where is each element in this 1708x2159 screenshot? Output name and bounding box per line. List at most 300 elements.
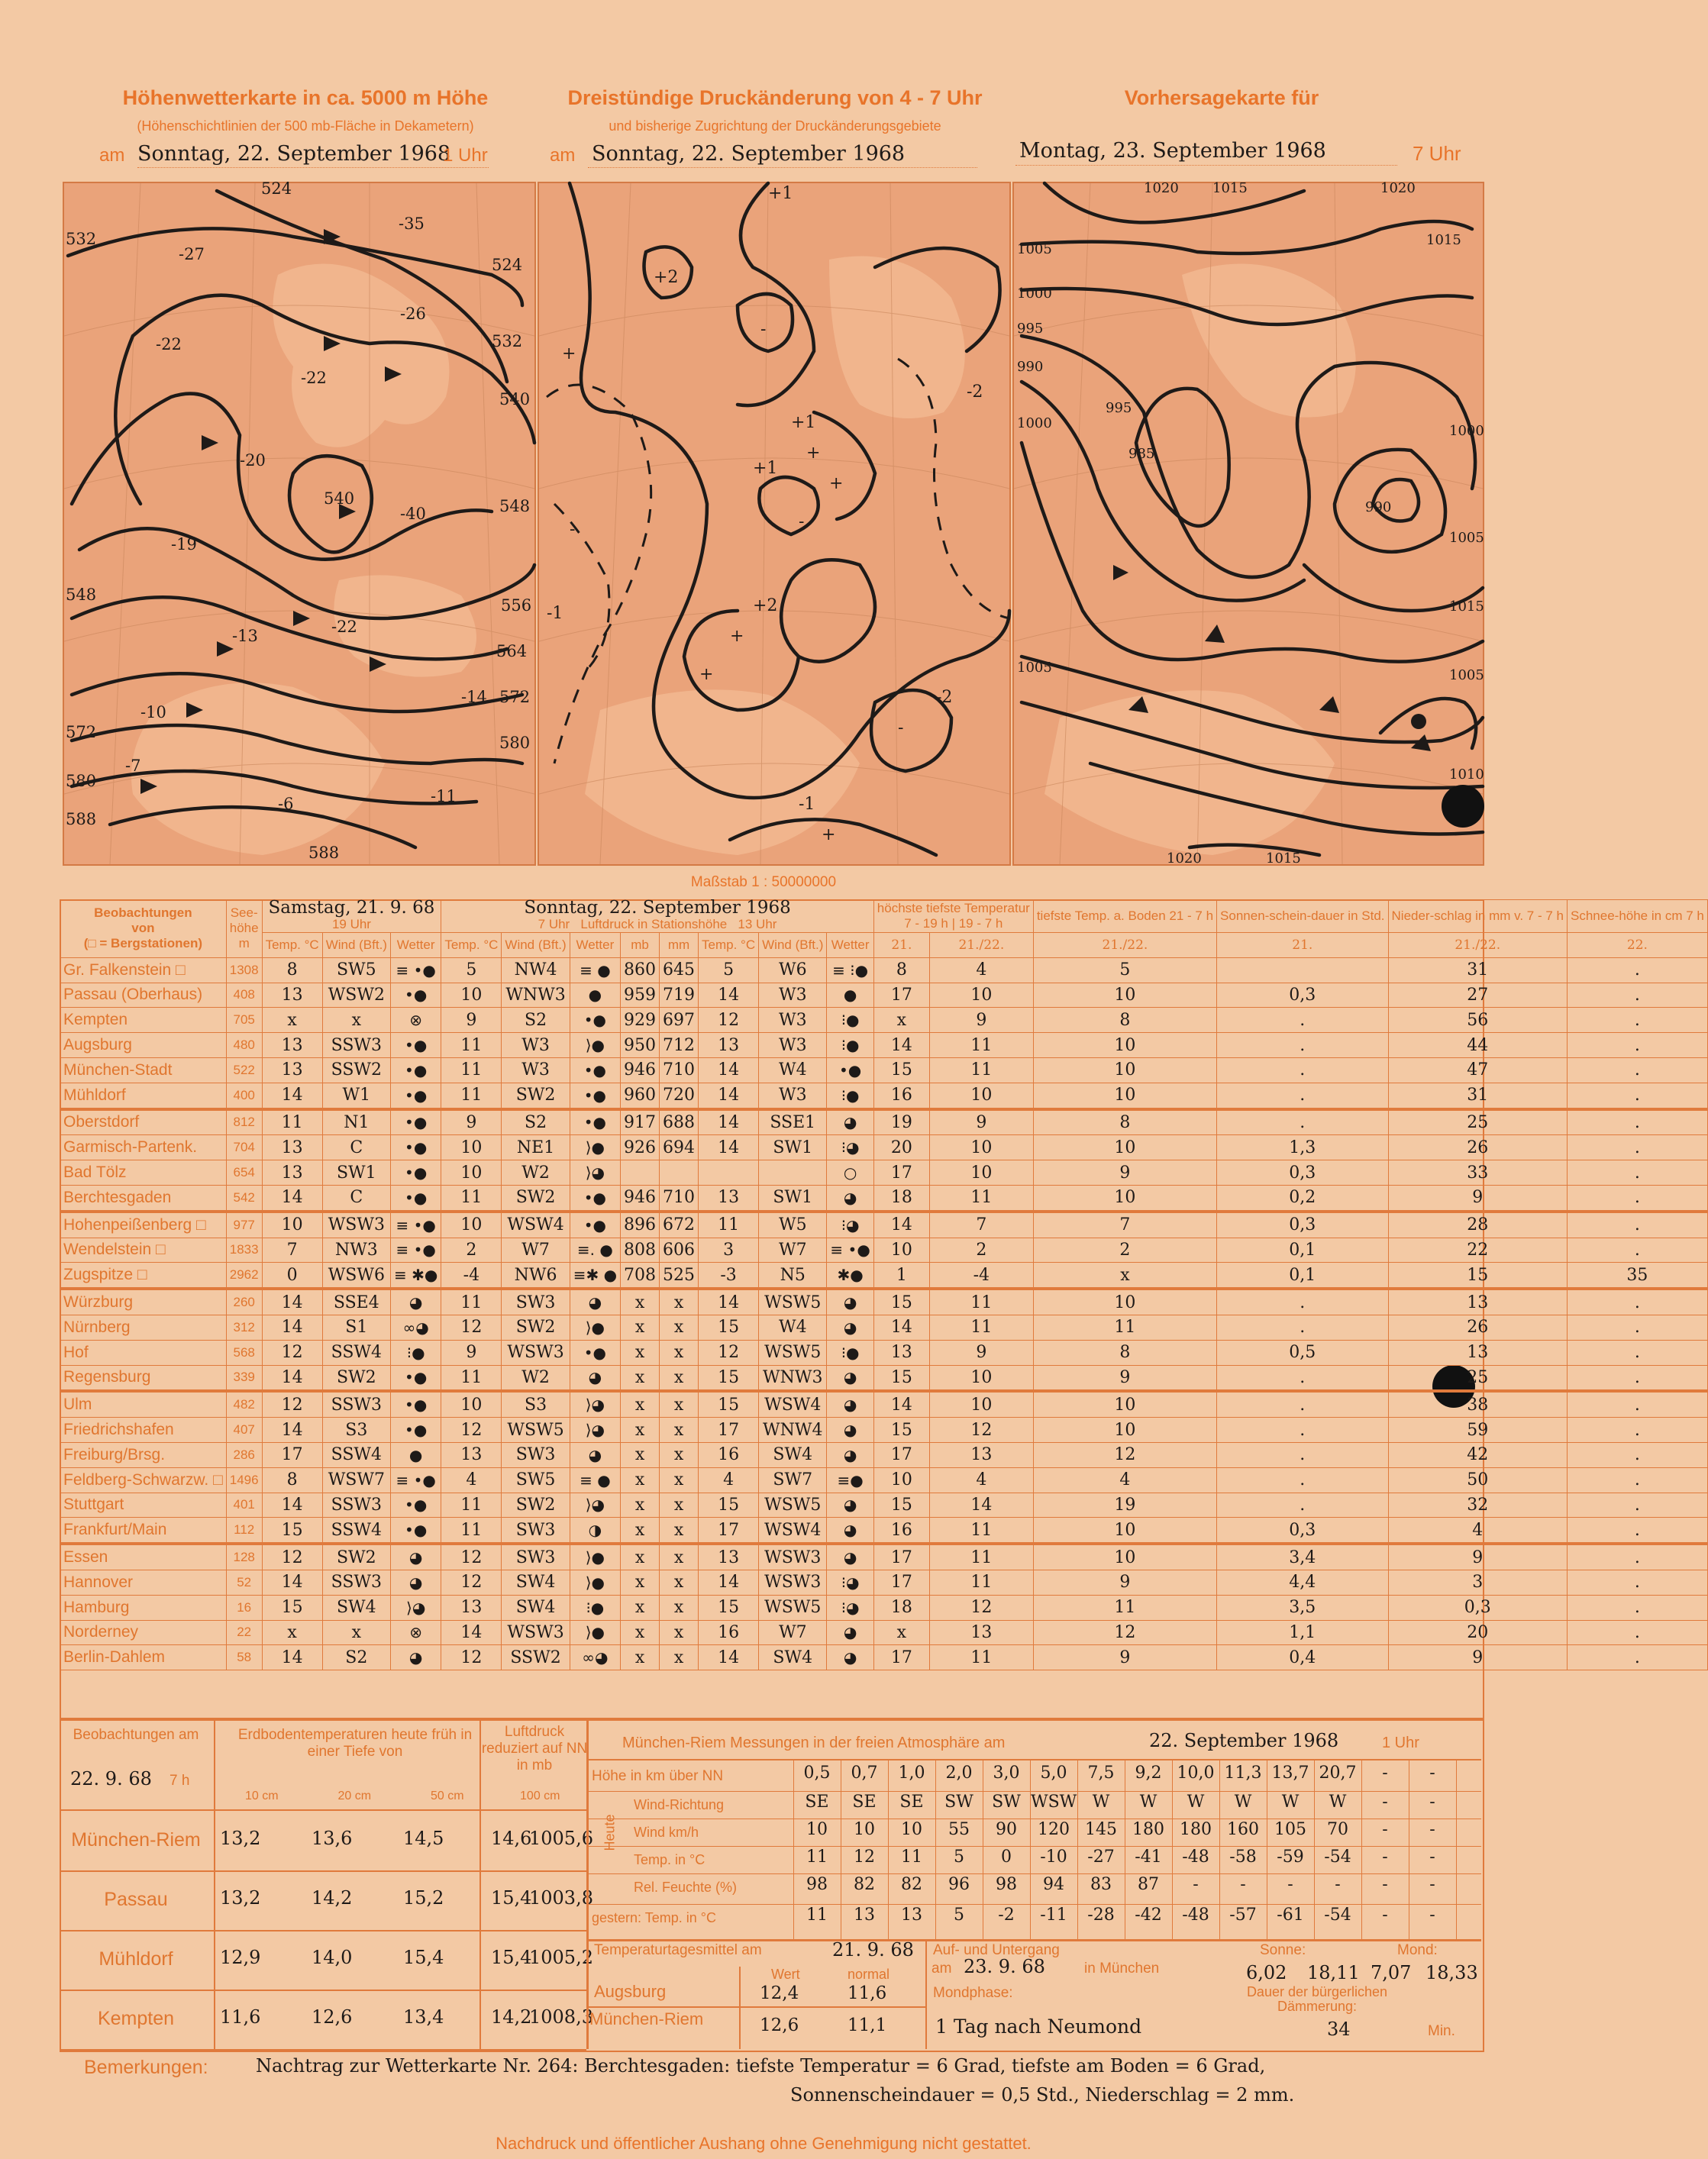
table-cell: ∞◕ [390,1315,441,1340]
atm-value: 96 [948,1875,970,1894]
table-cell: 482 [226,1391,262,1417]
table-row [60,1263,1708,1289]
station-name: Stuttgart [60,1493,227,1518]
table-cell: •● [570,1340,620,1365]
table-cell: ⟩◕ [570,1418,620,1443]
weather-col: Wetter [570,933,620,958]
table-cell: S2 [502,1008,570,1033]
atm-value: -42 [1135,1906,1162,1925]
sun-date: Sonntag, 22. September 1968 [524,898,791,918]
map1-am-label: am [99,145,125,166]
table-cell: 56 [1388,1008,1567,1033]
atm-value: -48 [1182,1848,1209,1867]
table-cell: 8 [262,957,322,983]
table-cell: 525 [660,1263,699,1289]
atm-value: SE [852,1793,877,1812]
sun-header [441,900,873,933]
atm-value: 10 [806,1820,828,1839]
table-cell: x [621,1518,660,1544]
table-cell: x [660,1518,699,1544]
table-cell: . [1568,1135,1708,1160]
table-cell: 15 [1388,1263,1567,1289]
table-cell: 13 [699,1033,759,1058]
soil-row [60,1931,593,1991]
table-cell: 10 [1033,1033,1216,1058]
table-cell: ⁝● [827,1033,873,1058]
table-row [60,1518,1708,1544]
table-cell: •● [390,1391,441,1417]
table-cell: 10 [929,1391,1033,1417]
atm-value: 160 [1227,1820,1259,1839]
moonset: 18,33 [1425,1962,1478,1983]
atm-title: München-Riem Messungen in der freien Atmosphäre am [622,1735,1006,1751]
table-cell: . [1217,1057,1388,1083]
atm-value: W [1092,1793,1110,1812]
table-cell: . [1568,1212,1708,1238]
atm-value: -59 [1277,1848,1304,1867]
height-value: 3,0 [993,1764,1020,1783]
atm-value: - [1382,1848,1388,1867]
divider [1219,1759,1220,1939]
table-cell: x [1033,1263,1216,1289]
divider [586,1873,1481,1874]
height-value: 1,0 [898,1764,925,1783]
table-cell: 11 [441,1289,502,1315]
table-cell: 2 [441,1238,502,1263]
table-cell: 400 [226,1083,262,1109]
table-cell: . [1217,1365,1388,1391]
table-cell: 13 [929,1442,1033,1467]
table-cell: 15 [699,1493,759,1518]
table-cell: 14 [699,983,759,1008]
table-cell: x [322,1620,390,1645]
table-cell: ⁝◕ [827,1595,873,1620]
soil-value: 14,6 [491,1828,532,1849]
table-cell: ⊗ [390,1620,441,1645]
table-cell: x [660,1418,699,1443]
soil-value: 12,6 [312,2006,353,2028]
table-cell: 9 [1033,1365,1216,1391]
wind-col: Wind (Bft.) [759,933,827,958]
table-cell: W3 [502,1057,570,1083]
table-row [60,1467,1708,1493]
table-cell: ◕ [827,1544,873,1570]
atm-value: 10 [854,1820,875,1839]
table-cell: 1496 [226,1467,262,1493]
table-cell: . [1217,1493,1388,1518]
map2-am-label: am [550,145,576,166]
observation-table [60,899,1708,1670]
table-cell: WSW5 [759,1340,827,1365]
depth-row [215,1789,586,1803]
table-cell: ⁝● [827,1008,873,1033]
station-name: Feldberg-Schwarzw. □ [60,1467,227,1493]
weather-col: Wetter [390,933,441,958]
height-value: 0,5 [803,1764,831,1783]
map2-label: +1 [753,459,778,478]
table-cell: -4 [441,1263,502,1289]
map1-label: 548 [499,497,531,515]
map1-label: 524 [492,256,523,274]
table-cell: 977 [226,1212,262,1238]
atm-value: 180 [1132,1820,1164,1839]
atm-row-label: Temp. in °C [634,1852,705,1867]
atm-value: - [1382,1875,1388,1894]
table-cell: 4 [699,1467,759,1493]
table-cell: x [621,1315,660,1340]
map1-label: 588 [66,810,97,828]
table-cell: 52 [226,1570,262,1595]
table-cell: 654 [226,1160,262,1186]
table-cell: 705 [226,1008,262,1033]
table-cell: . [1217,1418,1388,1443]
table-cell: WSW5 [759,1493,827,1518]
table-cell: 25 [1388,1109,1567,1135]
table-cell: . [1568,1365,1708,1391]
temp-extreme-label: höchste tiefste Temperatur [877,901,1030,915]
table-cell: 3,4 [1217,1544,1388,1570]
precip-header: Nieder-schlag in mm v. 7 - 7 h [1388,900,1567,933]
map1-label: 540 [499,390,531,408]
table-cell: 12 [262,1544,322,1570]
table-cell: 10 [1033,1289,1216,1315]
map1-label: -35 [399,215,425,233]
table-row [60,1289,1708,1315]
map2-label: +2 [654,268,679,287]
divider [1361,1759,1362,1939]
table-cell: 12 [441,1570,502,1595]
table-cell: 14 [873,1033,929,1058]
table-cell: •● [570,1185,620,1211]
station-name: Kempten [60,1008,227,1033]
table-row [60,1033,1708,1058]
map2-label: - [898,718,904,737]
table-cell: SW2 [502,1185,570,1211]
height-value: 7,5 [1087,1764,1115,1783]
table-cell: SSW4 [322,1340,390,1365]
map1-label: 580 [499,734,531,752]
map3-label: 995 [1106,400,1132,416]
table-cell [1217,957,1388,983]
soil-value: 13,2 [220,1887,261,1909]
table-cell: x [621,1544,660,1570]
table-cell: 10 [1033,1135,1216,1160]
map1-label: -27 [179,245,205,263]
table-cell: 17 [873,1645,929,1670]
table-cell: 13 [699,1544,759,1570]
atm-time: 1 Uhr [1382,1735,1419,1751]
table-cell: 10 [1033,1544,1216,1570]
table-cell: 719 [660,983,699,1008]
augsburg-normal: 11,6 [848,1983,887,2003]
table-cell: 14 [699,1135,759,1160]
table-row [60,1083,1708,1109]
table-cell: 13 [1388,1289,1567,1315]
divider [586,1719,589,2049]
table-cell: W3 [759,983,827,1008]
table-cell: x [660,1315,699,1340]
table-cell: •● [390,1109,441,1135]
table-cell: ⟩● [570,1620,620,1645]
twilight-duration: 34 [1327,2019,1351,2040]
table-cell: W2 [502,1160,570,1186]
table-cell: ● [570,983,620,1008]
mb-col: mb [621,933,660,958]
table-cell: . [1568,1033,1708,1058]
atm-row-label: Wind-Richtung [634,1797,725,1812]
table-cell: . [1568,1442,1708,1467]
table-cell: ⟩◕ [570,1493,620,1518]
map3-label: 1020 [1167,850,1202,867]
table-cell: 11 [441,1518,502,1544]
table-cell: 286 [226,1442,262,1467]
station-name: München-Stadt [60,1057,227,1083]
map2-label: - [570,520,576,539]
table-cell: 15 [873,1365,929,1391]
atm-value: -61 [1277,1906,1304,1925]
map3-label: 990 [1365,499,1392,515]
table-cell: 710 [660,1057,699,1083]
table-cell: . [1217,1467,1388,1493]
table-cell: x [621,1418,660,1443]
table-cell: ≡ •● [390,957,441,983]
table-cell: W6 [759,957,827,983]
table-cell: 917 [621,1109,660,1135]
bottom-obs-label: Beobachtungen am [73,1727,199,1743]
table-cell: 14 [262,1185,322,1211]
table-cell: 22 [1388,1238,1567,1263]
table-cell: 17 [873,1442,929,1467]
footer-notice: Nachdruck und öffentlicher Aushang ohne Genehmigung nicht gestattet. [496,2134,1032,2153]
map3-label: 1005 [1017,660,1052,676]
table-cell: 9 [1033,1160,1216,1186]
table-cell: x [660,1289,699,1315]
table-cell: S1 [322,1315,390,1340]
atm-value: 12 [854,1848,875,1867]
table-cell: 20 [1388,1620,1567,1645]
atm-value: 10 [901,1820,922,1839]
table-cell: •● [390,1083,441,1109]
divider [586,1904,1481,1905]
table-cell: x [621,1493,660,1518]
atm-value: - [1429,1793,1435,1812]
table-row [60,1391,1708,1417]
table-cell: x [621,1442,660,1467]
soil-value: 13,4 [403,2006,444,2028]
table-cell: ◑ [570,1518,620,1544]
divider [1172,1759,1173,1939]
table-cell: SSE4 [322,1289,390,1315]
remarks-line2: Sonnenscheindauer = 0,5 Std., Niederschlag = 2 mm. [790,2084,1295,2106]
table-cell [699,1160,759,1186]
map3-label: 995 [1017,321,1044,337]
table-cell: SW2 [502,1083,570,1109]
map1-label: -22 [156,335,182,353]
table-cell: 14 [699,1057,759,1083]
twilight-unit: Min. [1428,2023,1455,2039]
divider [793,1759,794,1939]
soil-value: 12,9 [220,1947,261,1968]
table-cell: 32 [1388,1493,1567,1518]
table-cell: 17 [873,983,929,1008]
table-cell: 10 [1033,1391,1216,1417]
map2-label: -1 [799,795,815,814]
map1-title: Höhenwetterkarte in ca. 5000 m Höhe [122,86,489,109]
table-cell: 697 [660,1008,699,1033]
table-cell: 4 [441,1467,502,1493]
map1-label: 556 [501,596,532,615]
table-cell: N1 [322,1109,390,1135]
table-cell: 14 [262,1315,322,1340]
atm-value: 83 [1090,1875,1112,1894]
map1-label: 588 [308,844,340,862]
moon-phase-label: Mondphase: [933,1985,1013,2001]
soil-station-name: Kempten [97,2008,175,2029]
table-cell: NW4 [502,957,570,983]
table-cell: NE1 [502,1135,570,1160]
table-cell: 11 [441,1185,502,1211]
table-cell: 10 [441,1160,502,1186]
table-cell: •● [390,1518,441,1544]
atm-value: 11 [901,1848,922,1867]
table-cell: WSW3 [322,1212,390,1238]
table-cell: 606 [660,1238,699,1263]
table-cell: 42 [1388,1442,1567,1467]
table-cell: 15 [699,1391,759,1417]
sun-time7: 7 Uhr [538,917,570,931]
table-cell: 7 [929,1212,1033,1238]
table-cell: 688 [660,1109,699,1135]
table-cell: 0,4 [1217,1645,1388,1670]
table-cell: •● [827,1057,873,1083]
temp-extreme-header [873,900,1033,933]
table-cell: x [621,1645,660,1670]
table-cell: . [1568,1083,1708,1109]
station-name: Nürnberg [60,1315,227,1340]
map3-date-line [1015,165,1397,166]
table-cell: . [1568,1185,1708,1211]
table-cell: 7 [1033,1212,1216,1238]
soil-value: 15,2 [403,1887,444,1909]
table-cell: WSW6 [322,1263,390,1289]
table-cell [621,1160,660,1186]
divider [888,1759,889,1939]
table-cell: 9 [1033,1645,1216,1670]
atm-value: WSW [1031,1793,1077,1812]
table-cell: ≡ ● [570,1467,620,1493]
table-cell: SW4 [502,1595,570,1620]
table-cell: 11 [929,1057,1033,1083]
map2-label: - [799,512,805,531]
upper-air-map [63,179,536,866]
table-cell: 14 [699,1645,759,1670]
map1-subtitle: (Höhenschichtlinien der 500 mb-Fläche in Dekametern) [137,118,474,134]
upper-air-map-drawing [64,179,534,864]
table-cell: 13 [262,1057,322,1083]
map3-label: 1000 [1449,423,1484,439]
map1-label: -11 [431,787,457,805]
map3-date: Montag, 23. September 1968 [1019,139,1326,163]
table-cell: •● [390,1033,441,1058]
table-cell: 11 [441,1083,502,1109]
table-cell: ◕ [827,1620,873,1645]
table-cell: 3 [699,1238,759,1263]
map3-label: 1020 [1380,180,1416,196]
table-cell: SW2 [502,1315,570,1340]
table-row [60,1135,1708,1160]
map3-label: 985 [1128,446,1155,462]
sat-time: 19 Uhr [331,917,371,931]
map1-label: -20 [240,451,266,470]
table-cell: 946 [621,1185,660,1211]
table-cell: 14 [699,1109,759,1135]
atm-value: - [1429,1906,1435,1925]
map1-date: Sonntag, 22. September 1968 [137,142,451,166]
station-name: Freiburg/Brsg. [60,1442,227,1467]
table-cell: SW3 [502,1442,570,1467]
table-cell: N5 [759,1263,827,1289]
table-cell: 14 [262,1645,322,1670]
table-cell: 672 [660,1212,699,1238]
table-cell: 10 [1033,1083,1216,1109]
table-cell: 13 [441,1595,502,1620]
table-cell: •● [390,1365,441,1391]
table-cell: S3 [502,1391,570,1417]
table-cell: W3 [759,1083,827,1109]
table-cell: 12 [441,1544,502,1570]
table-cell: 14 [441,1620,502,1645]
atm-value: 11 [806,1848,828,1867]
table-cell: WNW3 [502,983,570,1008]
table-row [60,1315,1708,1340]
table-cell: 0,1 [1217,1263,1388,1289]
pressure-nn-header: Luftdruck reduziert auf NN in mb [481,1724,588,1773]
table-cell: 128 [226,1544,262,1570]
table-cell: •● [570,1109,620,1135]
atm-value: SW [992,1793,1021,1812]
table-cell: x [621,1365,660,1391]
map1-label: 540 [324,489,355,508]
map1-date-line [137,167,489,168]
map3-time: 7 Uhr [1413,142,1461,165]
atm-value: W [1329,1793,1347,1812]
atm-value: SE [899,1793,924,1812]
table-cell: WSW4 [759,1518,827,1544]
table-cell: ◕ [827,1493,873,1518]
station-name: Augsburg [60,1033,227,1058]
atm-value: 105 [1274,1820,1306,1839]
table-cell: SW3 [502,1518,570,1544]
table-cell: x [621,1620,660,1645]
map2-date-line [588,167,977,168]
table-cell: 13 [262,1033,322,1058]
table-cell: SW5 [502,1467,570,1493]
table-cell: ⟩● [570,1033,620,1058]
wert-label: Wert [771,1967,800,1982]
table-cell: x [660,1570,699,1595]
table-cell: 44 [1388,1033,1567,1058]
divider [586,1846,1481,1847]
atm-value: - [1429,1848,1435,1867]
table-cell: ≡ •● [390,1212,441,1238]
atm-date: 22. September 1968 [1149,1730,1339,1751]
muenchen-normal: 11,1 [848,2015,887,2035]
table-cell: 1,1 [1217,1620,1388,1645]
table-row [60,1008,1708,1033]
atm-value: 90 [996,1820,1017,1839]
table-cell: . [1568,1595,1708,1620]
soil-value: 14,2 [312,1887,353,1909]
